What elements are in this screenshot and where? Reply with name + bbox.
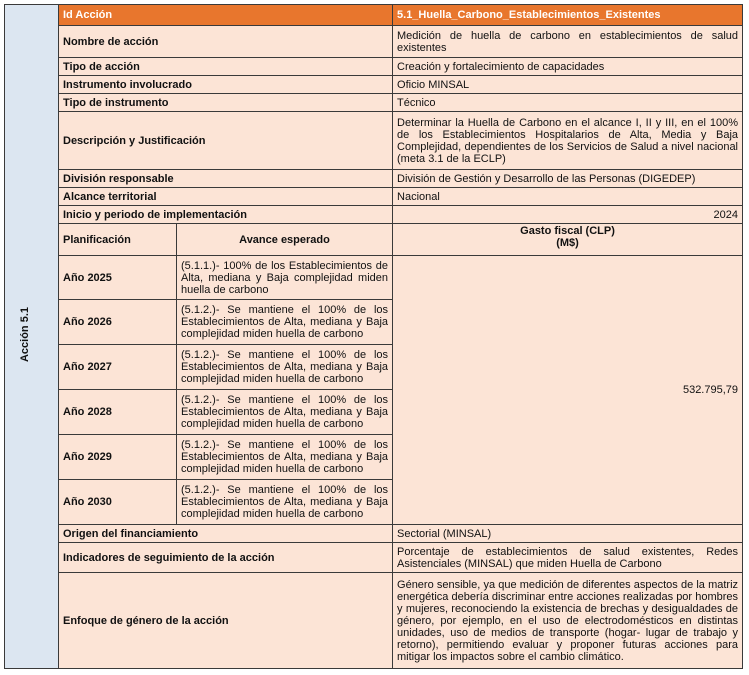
year-label: Año 2030 bbox=[59, 480, 177, 525]
avance-text: (5.1.2.)- Se mantiene el 100% de los Establecimientos de Alta, mediana y Baja complejidad miden huella de carbono bbox=[177, 345, 393, 390]
row-label: Enfoque de género de la acción bbox=[59, 573, 393, 669]
row-value: Nacional bbox=[393, 188, 743, 206]
row-label: Tipo de instrumento bbox=[59, 94, 393, 112]
row-value: Sectorial (MINSAL) bbox=[393, 525, 743, 543]
row-value: Medición de huella de carbono en establecimientos de salud existentes bbox=[393, 26, 743, 58]
header-value: 5.1_Huella_Carbono_Establecimientos_Existentes bbox=[393, 5, 743, 26]
gasto-header bbox=[393, 224, 743, 256]
row-label: Instrumento involucrado bbox=[59, 76, 393, 94]
year-label: Año 2028 bbox=[59, 390, 177, 435]
row-value: Técnico bbox=[393, 94, 743, 112]
year-label: Año 2025 bbox=[59, 256, 177, 300]
avance-text: (5.1.2.)- Se mantiene el 100% de los Establecimientos de Alta, mediana y Baja complejidad miden huella de carbono bbox=[177, 390, 393, 435]
gasto-value: 532.795,79 bbox=[393, 256, 743, 525]
row-value: 2024 bbox=[393, 206, 743, 224]
row-value: Género sensible, ya que medición de diferentes aspectos de la matriz energética debería discriminar entre acciones realizadas por hombres y mujeres, reconociendo la existencia de brechas y desigualdades de género, por ejemplo, en el uso de electrodomésticos en distintas unidades, uso de medios de transporte (hogar- lugar de trabajo y retorno), permitiendo evaluar y proponer futuras acciones para mitigar los impactos sobre el cambio climático. bbox=[393, 573, 743, 669]
avance-text: (5.1.1.)- 100% de los Establecimientos de Alta, mediana y Baja complejidad miden huella de carbono bbox=[177, 256, 393, 300]
row-label: Nombre de acción bbox=[59, 26, 393, 58]
row-label: Alcance territorial bbox=[59, 188, 393, 206]
row-value: Determinar la Huella de Carbono en el alcance I, II y III, en el 100% de los Establecimientos Hospitalarios de Alta, Media y Baja Complejidad, dependientes de los Servicios de Salud a nivel nacional (meta 3.1 de la ECLP) bbox=[393, 112, 743, 170]
avance-text: (5.1.2.)- Se mantiene el 100% de los Establecimientos de Alta, mediana y Baja complejidad miden huella de carbono bbox=[177, 435, 393, 480]
row-value: Oficio MINSAL bbox=[393, 76, 743, 94]
row-value: Porcentaje de establecimientos de salud existentes, Redes Asistenciales (MINSAL) que miden Huella de Carbono bbox=[393, 543, 743, 573]
year-label: Año 2027 bbox=[59, 345, 177, 390]
planning-header: Planificación bbox=[59, 224, 177, 256]
year-label: Año 2026 bbox=[59, 300, 177, 345]
gasto-header-unit: (M$) bbox=[556, 237, 579, 249]
header-label: Id Acción bbox=[59, 5, 393, 26]
row-label: Inicio y periodo de implementación bbox=[59, 206, 393, 224]
action-table bbox=[4, 4, 743, 669]
row-label: Tipo de acción bbox=[59, 58, 393, 76]
row-label: Origen del financiamiento bbox=[59, 525, 393, 543]
row-label: Indicadores de seguimiento de la acción bbox=[59, 543, 393, 573]
row-value: División de Gestión y Desarrollo de las Personas (DIGEDEP) bbox=[393, 170, 743, 188]
year-label: Año 2029 bbox=[59, 435, 177, 480]
side-label-cell bbox=[5, 5, 59, 669]
gasto-header-title: Gasto fiscal (CLP) bbox=[520, 225, 615, 237]
avance-header: Avance esperado bbox=[177, 224, 393, 256]
row-label: División responsable bbox=[59, 170, 393, 188]
row-value: Creación y fortalecimiento de capacidades bbox=[393, 58, 743, 76]
avance-text: (5.1.2.)- Se mantiene el 100% de los Establecimientos de Alta, mediana y Baja complejidad miden huella de carbono bbox=[177, 300, 393, 345]
row-label: Descripción y Justificación bbox=[59, 112, 393, 170]
side-label: Acción 5.1 bbox=[19, 307, 31, 363]
avance-text: (5.1.2.)- Se mantiene el 100% de los Establecimientos de Alta, mediana y Baja complejidad miden huella de carbono bbox=[177, 480, 393, 525]
